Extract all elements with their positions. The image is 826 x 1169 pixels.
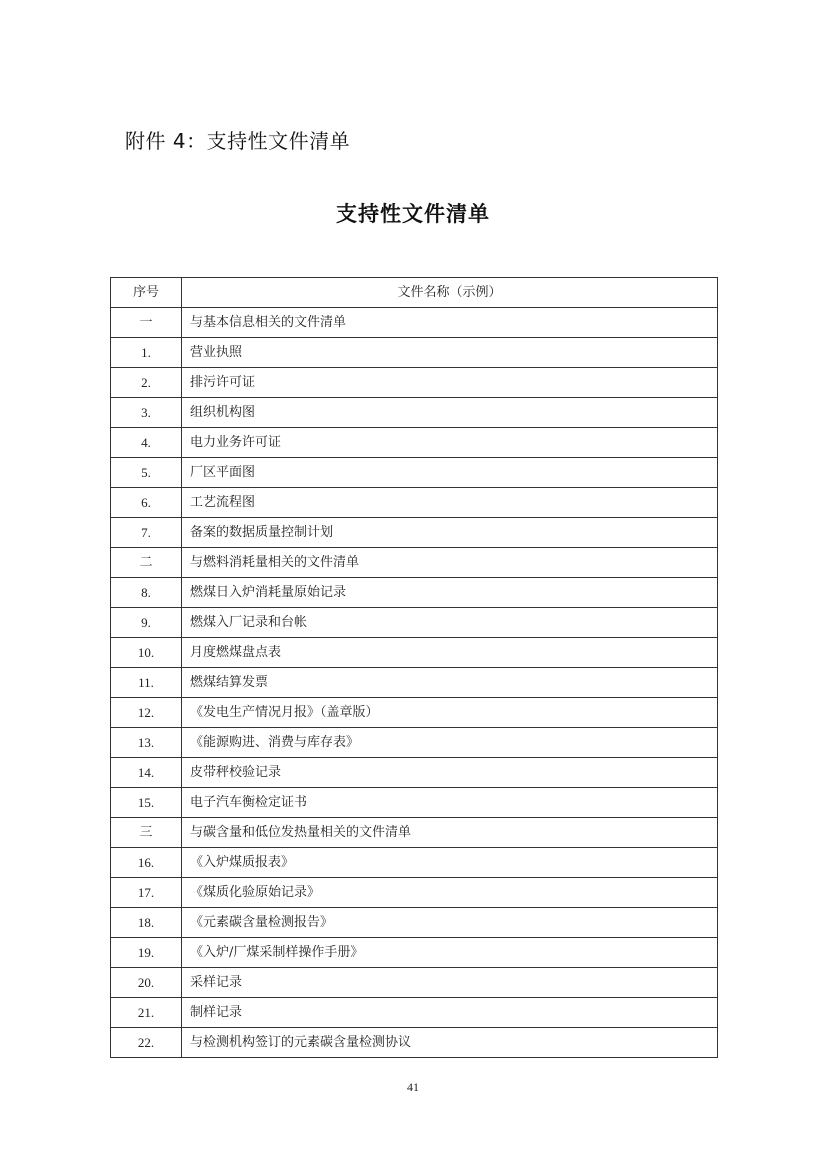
table-row — [111, 698, 718, 728]
serial-number-cell: 二 — [111, 548, 182, 578]
table-row — [111, 938, 718, 968]
document-name-cell: 组织机构图 — [182, 398, 718, 428]
document-name-cell: 《入炉煤质报表》 — [182, 848, 718, 878]
serial-number-cell: 12. — [111, 698, 182, 728]
table-row — [111, 608, 718, 638]
document-name-cell: 厂区平面图 — [182, 458, 718, 488]
table-row — [111, 638, 718, 668]
table-row — [111, 1028, 718, 1058]
table-row — [111, 338, 718, 368]
attachment-heading: 附件 4：支持性文件清单 — [125, 129, 351, 153]
section-row — [111, 818, 718, 848]
document-name-cell: 《发电生产情况月报》（盖章版） — [182, 698, 718, 728]
serial-number-cell: 2. — [111, 368, 182, 398]
section-title-cell: 与碳含量和低位发热量相关的文件清单 — [182, 818, 718, 848]
serial-number-cell: 22. — [111, 1028, 182, 1058]
document-name-cell: 燃煤入厂记录和台帐 — [182, 608, 718, 638]
document-name-cell: 燃煤日入炉消耗量原始记录 — [182, 578, 718, 608]
serial-number-cell: 13. — [111, 728, 182, 758]
serial-number-cell: 5. — [111, 458, 182, 488]
table-row — [111, 668, 718, 698]
document-name-cell: 《元素碳含量检测报告》 — [182, 908, 718, 938]
document-name-cell: 营业执照 — [182, 338, 718, 368]
table-row — [111, 398, 718, 428]
serial-number-cell: 9. — [111, 608, 182, 638]
table-row — [111, 848, 718, 878]
section-row — [111, 308, 718, 338]
serial-number-cell: 21. — [111, 998, 182, 1028]
table-row — [111, 758, 718, 788]
table-row — [111, 878, 718, 908]
serial-number-cell: 18. — [111, 908, 182, 938]
document-name-cell: 备案的数据质量控制计划 — [182, 518, 718, 548]
document-name-cell: 排污许可证 — [182, 368, 718, 398]
section-row — [111, 548, 718, 578]
serial-number-cell: 三 — [111, 818, 182, 848]
table-row — [111, 428, 718, 458]
table-row — [111, 578, 718, 608]
serial-number-cell: 7. — [111, 518, 182, 548]
serial-number-cell: 16. — [111, 848, 182, 878]
table-row — [111, 488, 718, 518]
document-name-cell: 采样记录 — [182, 968, 718, 998]
table-header-row — [111, 278, 718, 308]
header-serial-number: 序号 — [111, 278, 182, 308]
section-title-cell: 与基本信息相关的文件清单 — [182, 308, 718, 338]
serial-number-cell: 一 — [111, 308, 182, 338]
document-name-cell: 工艺流程图 — [182, 488, 718, 518]
section-title-cell: 与燃料消耗量相关的文件清单 — [182, 548, 718, 578]
serial-number-cell: 20. — [111, 968, 182, 998]
document-name-cell: 燃煤结算发票 — [182, 668, 718, 698]
document-name-cell: 《煤质化验原始记录》 — [182, 878, 718, 908]
table-row — [111, 968, 718, 998]
serial-number-cell: 1. — [111, 338, 182, 368]
document-name-cell: 与检测机构签订的元素碳含量检测协议 — [182, 1028, 718, 1058]
serial-number-cell: 4. — [111, 428, 182, 458]
document-name-cell: 月度燃煤盘点表 — [182, 638, 718, 668]
document-name-cell: 制样记录 — [182, 998, 718, 1028]
table-row — [111, 908, 718, 938]
table-row — [111, 368, 718, 398]
document-name-cell: 电力业务许可证 — [182, 428, 718, 458]
serial-number-cell: 15. — [111, 788, 182, 818]
serial-number-cell: 11. — [111, 668, 182, 698]
document-name-cell: 电子汽车衡检定证书 — [182, 788, 718, 818]
table-row — [111, 788, 718, 818]
serial-number-cell: 17. — [111, 878, 182, 908]
table-row — [111, 518, 718, 548]
serial-number-cell: 6. — [111, 488, 182, 518]
serial-number-cell: 3. — [111, 398, 182, 428]
header-document-name: 文件名称（示例） — [182, 278, 718, 308]
document-name-cell: 皮带秤校验记录 — [182, 758, 718, 788]
serial-number-cell: 19. — [111, 938, 182, 968]
table-row — [111, 998, 718, 1028]
serial-number-cell: 14. — [111, 758, 182, 788]
serial-number-cell: 10. — [111, 638, 182, 668]
supporting-documents-table — [110, 277, 718, 1058]
document-name-cell: 《能源购进、消费与库存表》 — [182, 728, 718, 758]
table-row — [111, 728, 718, 758]
document-name-cell: 《入炉/厂煤采制样操作手册》 — [182, 938, 718, 968]
document-title: 支持性文件清单 — [336, 201, 490, 226]
page-number: 41 — [407, 1080, 419, 1094]
serial-number-cell: 8. — [111, 578, 182, 608]
table-row — [111, 458, 718, 488]
table-body — [111, 308, 718, 1058]
